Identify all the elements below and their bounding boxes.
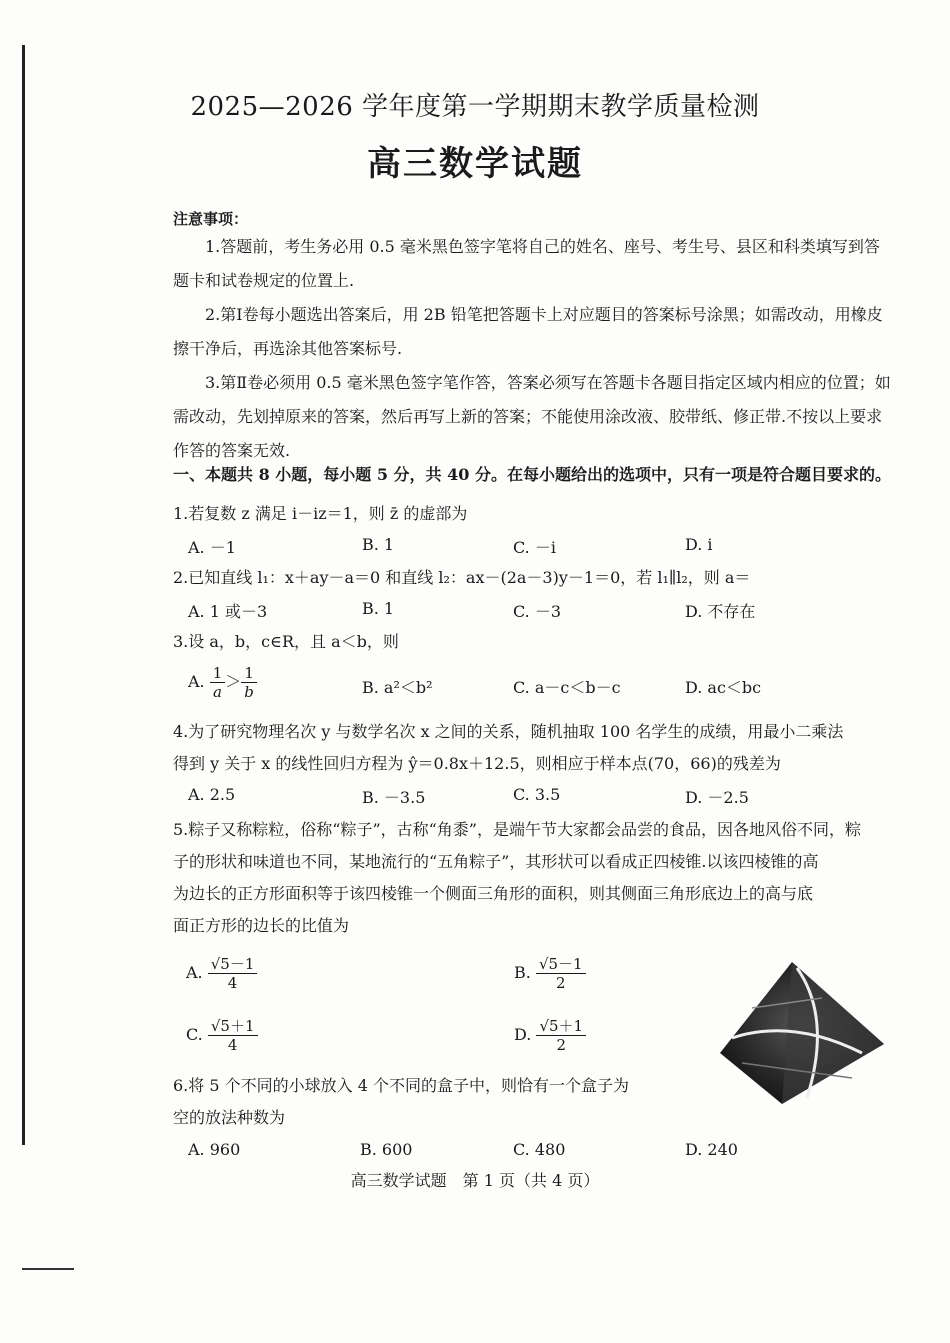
option-d (514, 1017, 586, 1054)
fraction (241, 664, 257, 701)
option-a: A. 960 (188, 1140, 241, 1159)
denominator: b (244, 683, 254, 701)
note-item-2: 2.第Ⅰ卷每小题选出答案后，用 2B 铅笔把答题卡上对应题目的答案标号涂黑；如需改动，用橡皮擦干净后，再选涂其他答案标号. (173, 305, 883, 358)
option-c: C. 3.5 (513, 785, 561, 804)
numerator: √5＋1 (208, 1017, 258, 1036)
question-4 (173, 716, 893, 780)
question-6-line-2: 空的放法种数为 (173, 1108, 286, 1127)
denominator: 4 (227, 974, 238, 992)
option-a: A. 2.5 (188, 785, 236, 804)
note-item-1: 1.答题前，考生务必用 0.5 毫米黑色签字笔将自己的姓名、座号、考生号、县区和科类填写到答题卡和试卷规定的位置上. (173, 237, 880, 290)
option-a (186, 955, 257, 992)
question-1-stem: 1.若复数 z 满足 i－iz＝1，则 z̄ 的虚部为 (173, 504, 468, 523)
page-footer: 高三数学试题 第 1 页（共 4 页） (350, 1171, 600, 1190)
fraction (208, 1017, 258, 1054)
scan-edge-line (22, 45, 25, 1145)
numerator: √5－1 (208, 955, 258, 974)
section-1-title: 一、本题共 8 小题，每小题 5 分，共 40 分。在每小题给出的选项中，只有一项是符合题目要求的。 (173, 465, 891, 484)
option-c-prefix: C. (186, 1025, 203, 1044)
fraction (536, 955, 586, 992)
denominator: 4 (227, 1036, 238, 1054)
fraction (208, 955, 258, 992)
option-a: A. －1 (188, 538, 236, 557)
note-item-3: 3.第Ⅱ卷必须用 0.5 毫米黑色签字笔作答，答案必须写在答题卡各题目指定区域内相应的位置；如需改动，先划掉原来的答案，然后再写上新的答案；不能使用涂改液、胶带纸、修正带.不按以上要求作答的答案无效. (173, 373, 891, 460)
question-1 (173, 498, 893, 530)
option-b (514, 955, 586, 992)
option-d: D. 240 (685, 1140, 738, 1159)
question-4-line-2: 得到 y 关于 x 的线性回归方程为 ŷ＝0.8x＋12.5，则相应于样本点(70，66)的残差为 (173, 754, 781, 773)
fraction (210, 664, 226, 701)
option-c (186, 1017, 258, 1054)
question-5-options (186, 955, 606, 1065)
option-b: B. a²＜b² (362, 678, 433, 697)
option-b-prefix: B. (514, 963, 531, 982)
numerator: 1 (241, 664, 257, 683)
exam-title: 2025—2026 学年度第一学期期末教学质量检测 (190, 92, 760, 122)
option-b: B. 1 (362, 535, 395, 554)
question-3 (173, 626, 893, 658)
question-4-line-1: 4.为了研究物理名次 y 与数学名次 x 之间的关系，随机抽取 100 名学生的成绩，用最小二乘法 (173, 722, 844, 741)
option-b: B. －3.5 (362, 788, 426, 807)
question-5-line-1: 5.粽子又称粽粒，俗称“粽子”，古称“角黍”，是端午节大家都会品尝的食品，因各地风俗不同，粽 (173, 820, 861, 839)
option-a (188, 664, 257, 701)
numerator: 1 (210, 664, 226, 683)
option-d: D. －2.5 (685, 788, 749, 807)
question-5-line-3: 为边长的正方形面积等于该四棱锥一个侧面三角形的面积，则其侧面三角形底边上的高与底 (173, 884, 814, 903)
question-6-line-1: 6.将 5 个不同的小球放入 4 个不同的盒子中，则恰有一个盒子为 (173, 1076, 629, 1095)
option-d: D. ac＜bc (685, 678, 762, 697)
question-2 (173, 562, 893, 594)
question-5 (173, 814, 893, 942)
question-3-options (188, 664, 788, 708)
fraction (536, 1017, 586, 1054)
option-d: D. i (685, 535, 713, 554)
denominator: 2 (555, 974, 566, 992)
question-5-line-2: 子的形状和味道也不同，某地流行的“五角粽子”，其形状可以看成正四棱锥.以该四棱锥的高 (173, 852, 819, 871)
option-b: B. 1 (362, 599, 395, 618)
notes-title: 注意事项： (173, 210, 249, 228)
option-d-prefix: D. (514, 1025, 532, 1044)
option-d: D. 不存在 (685, 602, 756, 621)
denominator: 2 (556, 1036, 567, 1054)
option-c: C. －3 (513, 602, 562, 621)
option-c: C. a－c＜b－c (513, 678, 621, 697)
option-b: B. 600 (360, 1140, 413, 1159)
option-a-prefix: A. (188, 672, 205, 691)
numerator: √5－1 (536, 955, 586, 974)
option-c: C. 480 (513, 1140, 566, 1159)
option-c: C. －i (513, 538, 556, 557)
question-2-stem: 2.已知直线 l₁：x＋ay－a＝0 和直线 l₂：ax－(2a－3)y－1＝0，若 l₁∥l₂，则 a＝ (173, 568, 751, 587)
denominator: a (213, 683, 222, 701)
option-a: A. 1 或－3 (188, 602, 268, 621)
numerator: √5＋1 (536, 1017, 586, 1036)
operator: ＞ (225, 672, 242, 691)
question-3-stem: 3.设 a，b，c∈R，且 a＜b，则 (173, 632, 399, 651)
scan-edge-mark (22, 1268, 74, 1270)
question-6 (173, 1070, 893, 1134)
subject-title: 高三数学试题 (367, 144, 583, 184)
question-5-line-4: 面正方形的边长的比值为 (173, 916, 350, 935)
option-a-prefix: A. (186, 963, 203, 982)
